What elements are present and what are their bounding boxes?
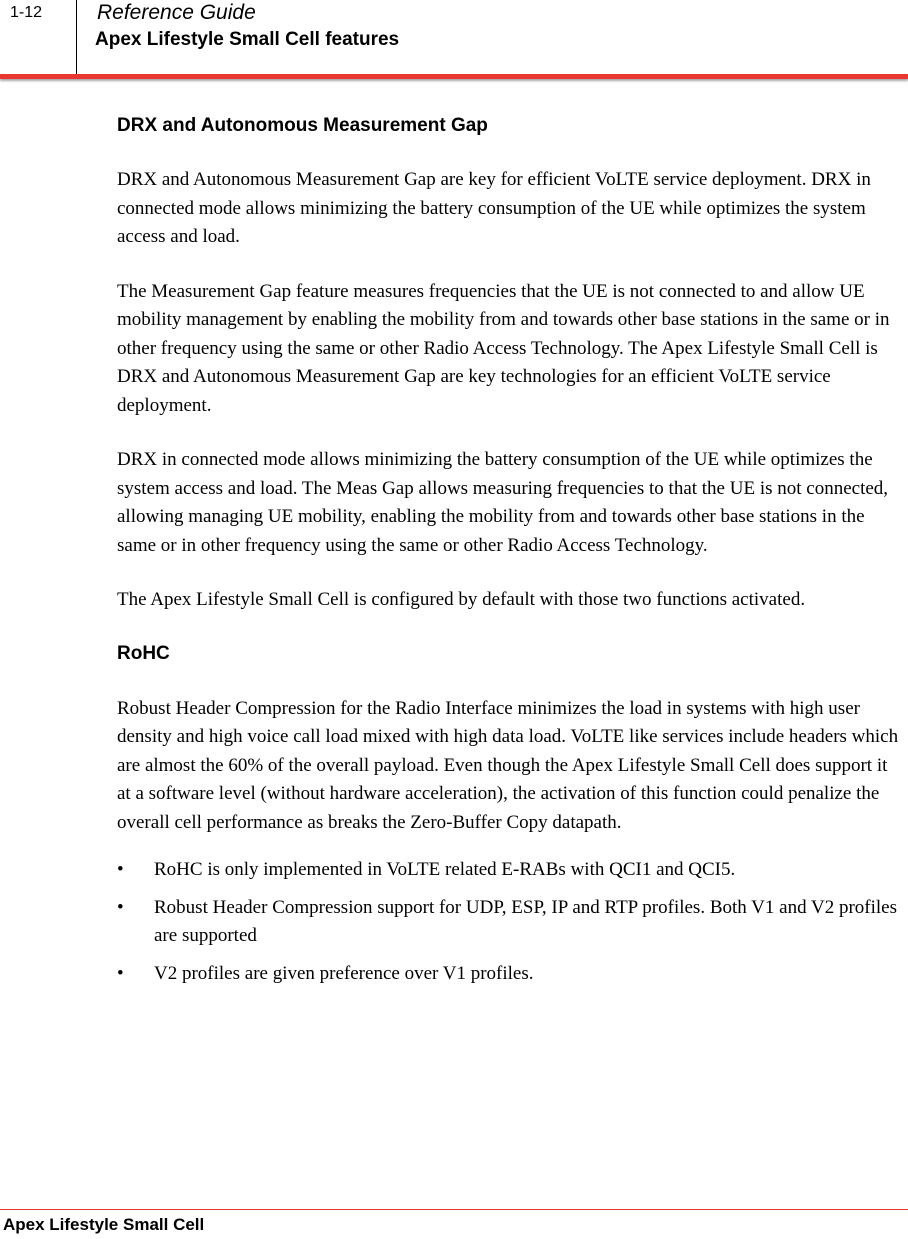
list-item [117, 894, 902, 951]
paragraph: The Measurement Gap feature measures frequencies that the UE is not connected to and allow UE mobility management by enabling the mobility from and towards other base stations in the same or in other frequency using the same or other Radio Access Technology. The Apex Lifestyle Small Cell is DRX and Autonomous Measurement Gap are key technologies for an efficient VoLTE service deployment. [117, 280, 890, 416]
rohc-bullet-list [117, 856, 902, 988]
guide-title: Reference Guide [97, 1, 256, 24]
paragraph: Robust Header Compression for the Radio Interface minimizes the load in systems with high user density and high voice call load mixed with high data load. VoLTE like services include headers which are almost the 60% of the overall payload. Even though the Apex Lifestyle Small Cell does support it at a software level (without hardware acceleration), the activation of this function could penalize the overall cell performance as breaks the Zero-Buffer Copy datapath. [117, 697, 899, 833]
paragraph: DRX in connected mode allows minimizing the battery consumption of the UE while optimizes the system access and load. The Meas Gap allows measuring frequencies to that the UE is not connected, allowing managing UE mobility, enabling the mobility from and towards other base stations in the same or in other frequency using the same or other Radio Access Technology. [117, 449, 889, 556]
header-divider [76, 0, 77, 77]
list-item-text: V2 profiles are given preference over V1 profiles. [154, 962, 534, 984]
footer-rule [0, 1209, 908, 1210]
footer-title: Apex Lifestyle Small Cell [3, 1215, 205, 1234]
heading-rohc: RoHC [117, 642, 170, 664]
list-item [117, 856, 902, 885]
paragraph: DRX and Autonomous Measurement Gap are key for efficient VoLTE service deployment. DRX in connected mode allows minimizing the battery consumption of the UE while optimizes the system access and load. [117, 169, 871, 247]
list-item-text: RoHC is only implemented in VoLTE related E-RABs with QCI1 and QCI5. [154, 859, 736, 880]
bullet-icon: • [117, 859, 124, 880]
heading-drx: DRX and Autonomous Measurement Gap [117, 115, 488, 136]
list-item-text: Robust Header Compression support for UDP, ESP, IP and RTP profiles. Both V1 and V2 profiles are supported [154, 896, 898, 946]
paragraph: The Apex Lifestyle Small Cell is configured by default with those two functions activated. [117, 589, 806, 610]
header-rule [0, 74, 908, 79]
list-item [117, 960, 902, 989]
bullet-icon: • [117, 962, 124, 984]
page-body [117, 113, 902, 997]
bullet-icon: • [117, 896, 124, 918]
section-title: Apex Lifestyle Small Cell features [95, 29, 400, 50]
page-number: 1-12 [10, 4, 43, 21]
